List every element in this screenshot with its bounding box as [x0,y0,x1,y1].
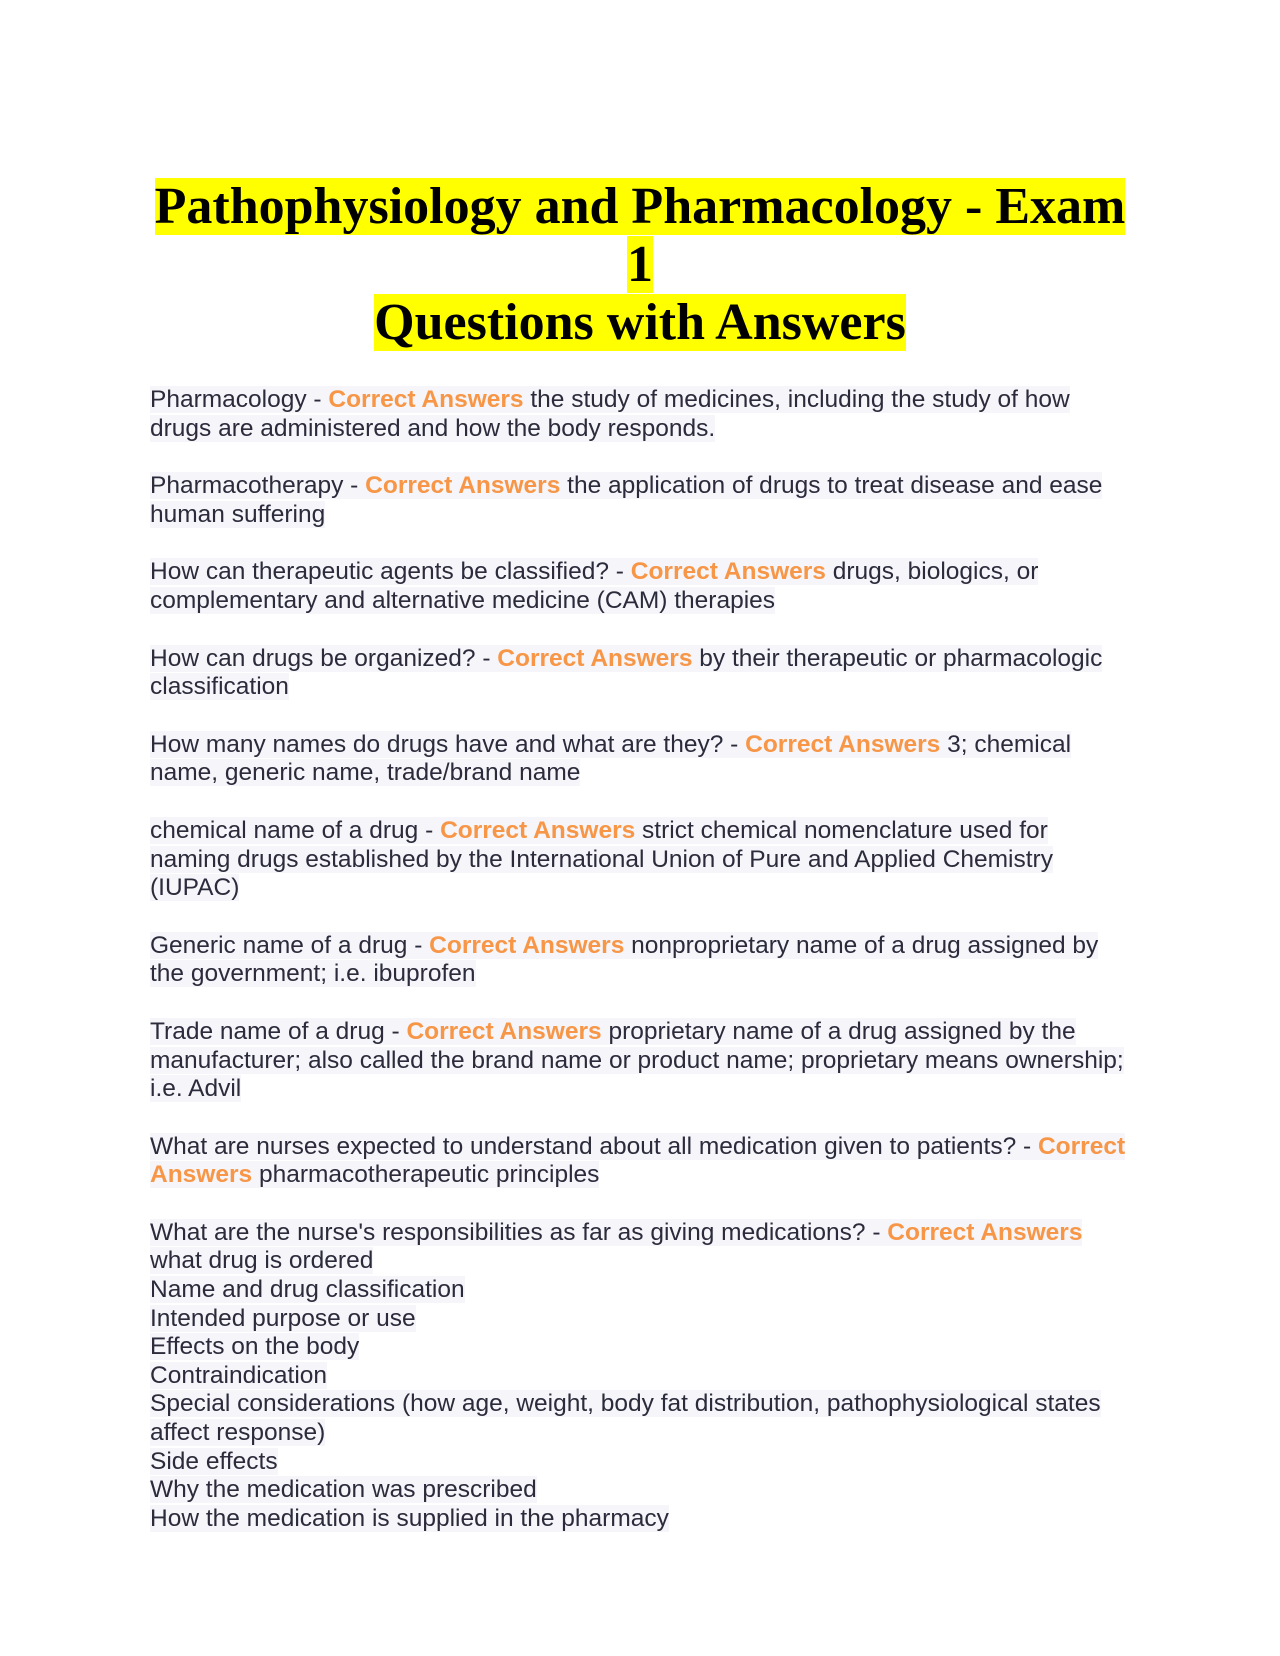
question-text: Pharmacotherapy - [150,472,366,500]
answer-label: Correct Answers [406,1017,602,1045]
answer-line: Name and drug classification [150,1276,465,1304]
qa-item [150,645,1130,702]
question-text: Pharmacology - [150,386,329,413]
answer-text: drugs, biologics, or complementary and alternative medicine (CAM) therapies [150,558,1039,614]
answer-label: Correct Answers [328,386,524,413]
question-text: What are the nurse's responsibilities as far as giving medications? - [150,1218,888,1246]
qa-item [150,1133,1130,1190]
qa-item [150,731,1130,788]
question-text: Generic name of a drug - [150,931,430,959]
answer-line: Why the medication was prescribed [150,1476,537,1504]
answer-text: the application of drugs to treat disease and ease human suffering [150,472,1103,528]
question-text: How can drugs be organized? - [150,644,498,672]
question-text: How many names do drugs have and what are they? - [150,730,746,758]
answer-text: proprietary name of a drug assigned by the manufacturer; also called the brand name or product name; proprietary means ownership; i.e. Advil [150,1017,1124,1103]
qa-item [150,932,1130,989]
qa-item [150,472,1130,529]
answer-text: the study of medicines, including the study of how drugs are administered and how the body responds. [150,386,1070,442]
question-text: chemical name of a drug - [150,816,441,844]
answer-label: Correct Answers [150,1132,1126,1189]
answer-line: what drug is ordered [150,1247,374,1275]
answer-line: Special considerations (how age, weight, body fat distribution, pathophysiological states affect response) [150,1390,1101,1447]
document-title [150,178,1130,352]
question-text: How can therapeutic agents be classified? - [150,558,631,586]
answer-text: 3; chemical name, generic name, trade/brand name [150,730,1072,787]
qa-item [150,558,1130,615]
title-line-1: Pathophysiology and Pharmacology - Exam 1 [154,178,1126,293]
question-text: Trade name of a drug - [150,1017,407,1045]
document-page [150,178,1130,1562]
title-line-2: Questions with Answers [374,294,906,351]
answer-line: Intended purpose or use [150,1304,416,1332]
qa-item-responsibilities [150,1219,1130,1534]
answer-label: Correct Answers [365,472,561,500]
answer-label: Correct Answers [745,730,941,758]
qa-item [150,1018,1130,1104]
answer-line: Effects on the body [150,1333,360,1361]
answer-label: Correct Answers [497,644,693,672]
question-text: What are nurses expected to understand about all medication given to patients? - [150,1132,1038,1160]
answer-label: Correct Answers [630,558,826,586]
answer-label: Correct Answers [887,1218,1083,1246]
answer-text: strict chemical nomenclature used for naming drugs established by the International Union of Pure and Applied Chemistry (IUPAC) [150,816,1053,902]
answer-label: Correct Answers [440,816,636,844]
answer-text: nonproprietary name of a drug assigned by the government; i.e. ibuprofen [150,931,1099,988]
answer-line: Contraindication [150,1361,328,1389]
answer-label: Correct Answers [429,931,625,959]
qa-item [150,386,1130,443]
answer-line: How the medication is supplied in the pharmacy [150,1504,669,1532]
qa-item [150,817,1130,903]
answer-text: by their therapeutic or pharmacologic classification [150,644,1103,701]
answer-line: Side effects [150,1447,278,1475]
answer-text: pharmacotherapeutic principles [252,1161,600,1189]
